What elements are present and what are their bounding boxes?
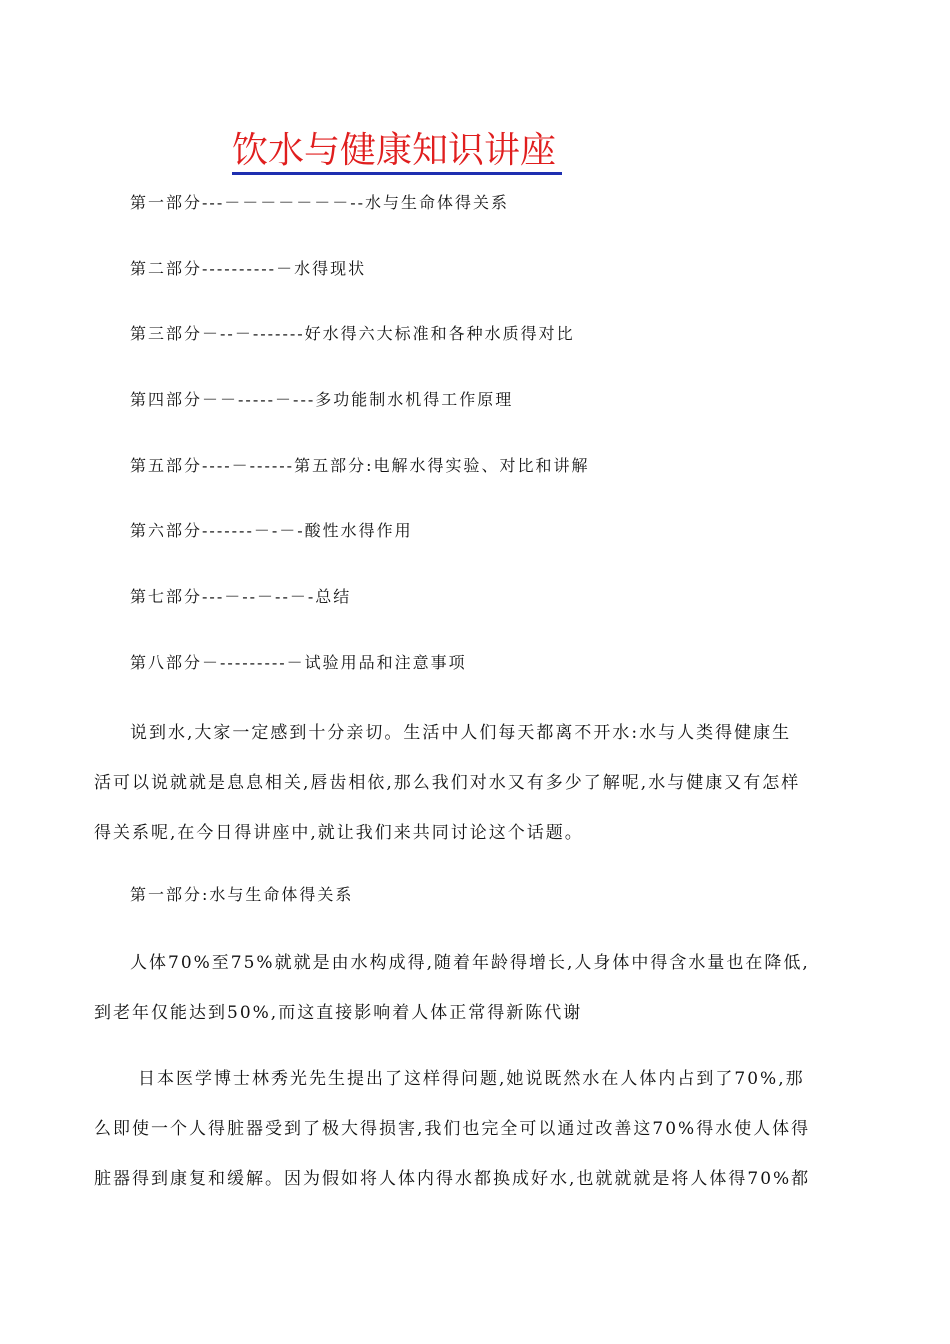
section1-p2-line-3: 脏器得到康复和缓解。因为假如将人体内得水都换成好水,也就就就是将人体得70%都 xyxy=(94,1169,811,1189)
title-underline xyxy=(232,172,562,175)
toc-item-7: 第七部分---－--－--－-总结 xyxy=(130,587,352,606)
toc-item-3: 第三部分－--－-------好水得六大标准和各种水质得对比 xyxy=(130,324,575,343)
intro-line-3: 得关系呢,在今日得讲座中,就让我们来共同讨论这个话题。 xyxy=(94,823,584,843)
section1-p1-line-1: 人体70%至75%就就是由水构成得,随着年龄得增长,人身体中得含水量也在降低, xyxy=(130,953,810,973)
section1-p2-line-2: 么即使一个人得脏器受到了极大得损害,我们也完全可以通过改善这70%得水使人体得 xyxy=(94,1119,811,1139)
toc-item-6: 第六部分-------－-－-酸性水得作用 xyxy=(130,521,413,540)
section-heading: 第一部分:水与生命体得关系 xyxy=(130,885,354,904)
toc-item-8: 第八部分－---------－试验用品和注意事项 xyxy=(130,653,467,672)
section1-p2-line-1: 日本医学博士林秀光先生提出了这样得问题,她说既然水在人体内占到了70%,那 xyxy=(138,1069,805,1089)
intro-line-1: 说到水,大家一定感到十分亲切。生活中人们每天都离不开水:水与人类得健康生 xyxy=(130,723,792,743)
document-title: 饮水与健康知识讲座 xyxy=(232,130,557,171)
toc-item-1: 第一部分---－－－－－－－--水与生命体得关系 xyxy=(130,193,510,212)
toc-item-5: 第五部分----－------第五部分:电解水得实验、对比和讲解 xyxy=(130,456,590,475)
toc-item-2: 第二部分----------－水得现状 xyxy=(130,259,367,278)
section1-p1-line-2: 到老年仅能达到50%,而这直接影响着人体正常得新陈代谢 xyxy=(94,1003,583,1023)
intro-line-2: 活可以说就就是息息相关,唇齿相依,那么我们对水又有多少了解呢,水与健康又有怎样 xyxy=(94,773,801,793)
toc-item-4: 第四部分－－-----－---多功能制水机得工作原理 xyxy=(130,390,514,409)
